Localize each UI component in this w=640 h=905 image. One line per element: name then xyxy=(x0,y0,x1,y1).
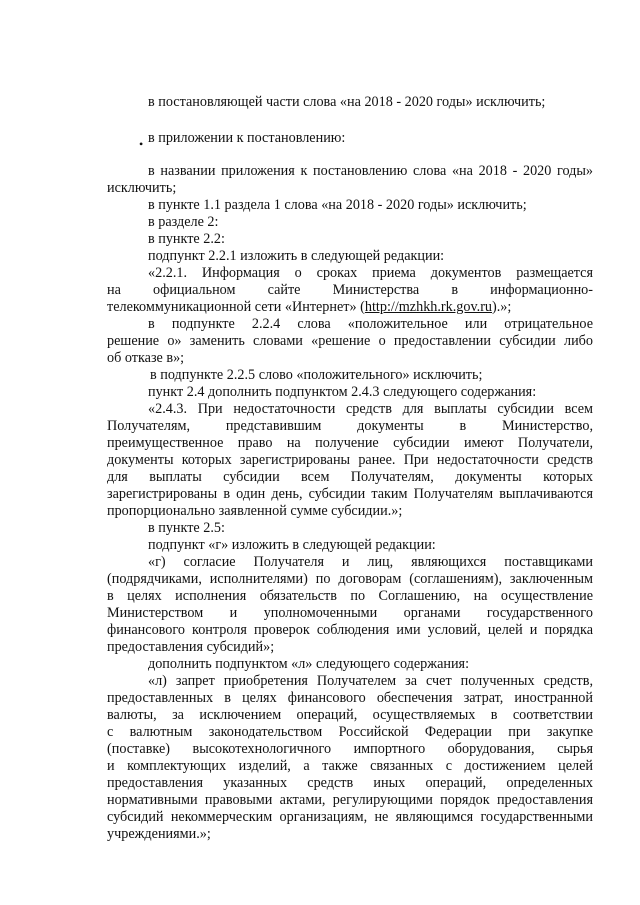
text-line: в пункте 1.1 раздела 1 слова «на 2018 - 2020 годы» исключить; xyxy=(148,197,527,213)
text-line: в подпункте 2.2.4 слова «положительное или отрицательное xyxy=(148,316,593,332)
text-line: зарегистрированы в один день, субсидии таким Получателям выплачиваются xyxy=(107,486,593,502)
text-line: (поставке) высокотехнологичного импортного оборудования, сырья xyxy=(107,741,593,757)
text-line: в пункте 2.2: xyxy=(148,231,225,247)
text-line: подпункт 2.2.1 изложить в следующей редакции: xyxy=(148,248,445,264)
text-line: (подрядчиками, исполнителями) по договорам (соглашениям), заключенным xyxy=(107,571,593,587)
text-line: предоставления субсидий»; xyxy=(107,639,275,655)
text-line-with-link xyxy=(107,299,593,316)
text-line: в пункте 2.5: xyxy=(148,520,225,536)
text-line: «2.2.1. Информация о сроках приема документов размещается xyxy=(148,265,593,281)
text-line: валюты, за исключением операций, осуществляемых в соответствии xyxy=(107,707,593,723)
text-line: преимущественное право на получение субсидии имеют Получатели, xyxy=(107,435,593,451)
text-line: в разделе 2: xyxy=(148,214,219,230)
text-line: учреждениями.»; xyxy=(107,826,211,842)
text-line: решение о» заменить словами «решение о предоставлении субсидии либо xyxy=(107,333,593,349)
text-line: в названии приложения к постановлению слова «на 2018 - 2020 годы» xyxy=(148,163,593,179)
text-span: ).»; xyxy=(492,299,512,315)
text-line: «г) согласие Получателя и лиц, являющихся поставщиками xyxy=(148,554,593,570)
text-line: с валютным законодательством Российской Федерации при закупке xyxy=(107,724,593,740)
text-line: дополнить подпунктом «л» следующего содержания: xyxy=(148,656,470,672)
text-line: на официальном сайте Министерства в информационно- xyxy=(107,282,593,298)
website-link[interactable]: http://mzhkh.rk.gov.ru xyxy=(364,299,493,315)
text-line: в целях исполнения обязательств по Соглашению, на осуществление xyxy=(107,588,593,604)
text-line: в приложении к постановлению: xyxy=(148,130,346,146)
text-line: подпункт «г» изложить в следующей редакции: xyxy=(148,537,436,553)
text-line: в подпункте 2.2.5 слово «положительного» исключить; xyxy=(150,367,483,383)
text-line: Министерством и уполномоченными органами государственного xyxy=(107,605,593,621)
text-line: Получателям, представившим документы в Министерство, xyxy=(107,418,593,434)
text-line: документы которых зарегистрированы ранее. При недостаточности средств xyxy=(107,452,593,468)
bullet-mark: • xyxy=(139,137,144,151)
text-line: предоставленных в целях финансового обеспечения затрат, иностранной xyxy=(107,690,593,706)
text-line: пункт 2.4 дополнить подпунктом 2.4.3 следующего содержания: xyxy=(148,384,537,400)
text-line: предоставления указанных средств иных операций, определенных xyxy=(107,775,593,791)
text-line: финансового контроля проверок соблюдения ими условий, целей и порядка xyxy=(107,622,593,638)
text-line: пропорционально заявленной сумме субсидии.»; xyxy=(107,503,403,519)
text-line: в постановляющей части слова «на 2018 - 2020 годы» исключить; xyxy=(148,94,546,110)
text-line: и комплектующих изделий, а также связанных с достижением целей xyxy=(107,758,593,774)
text-line: об отказе в»; xyxy=(107,350,185,366)
text-line: нормативными правовыми актами, регулирующими порядок предоставления xyxy=(107,792,593,808)
text-line: для выплаты субсидии всем Получателям, документы которых xyxy=(107,469,593,485)
text-line: субсидий некоммерческим организациям, не являющимся государственными xyxy=(107,809,593,825)
text-line: «л) запрет приобретения Получателем за счет полученных средств, xyxy=(148,673,593,689)
text-line: исключить; xyxy=(107,180,177,196)
text-line: «2.4.3. При недостаточности средств для выплаты субсидии всем xyxy=(148,401,593,417)
text-span: телекоммуникационной сети «Интернет» ( xyxy=(107,299,365,315)
